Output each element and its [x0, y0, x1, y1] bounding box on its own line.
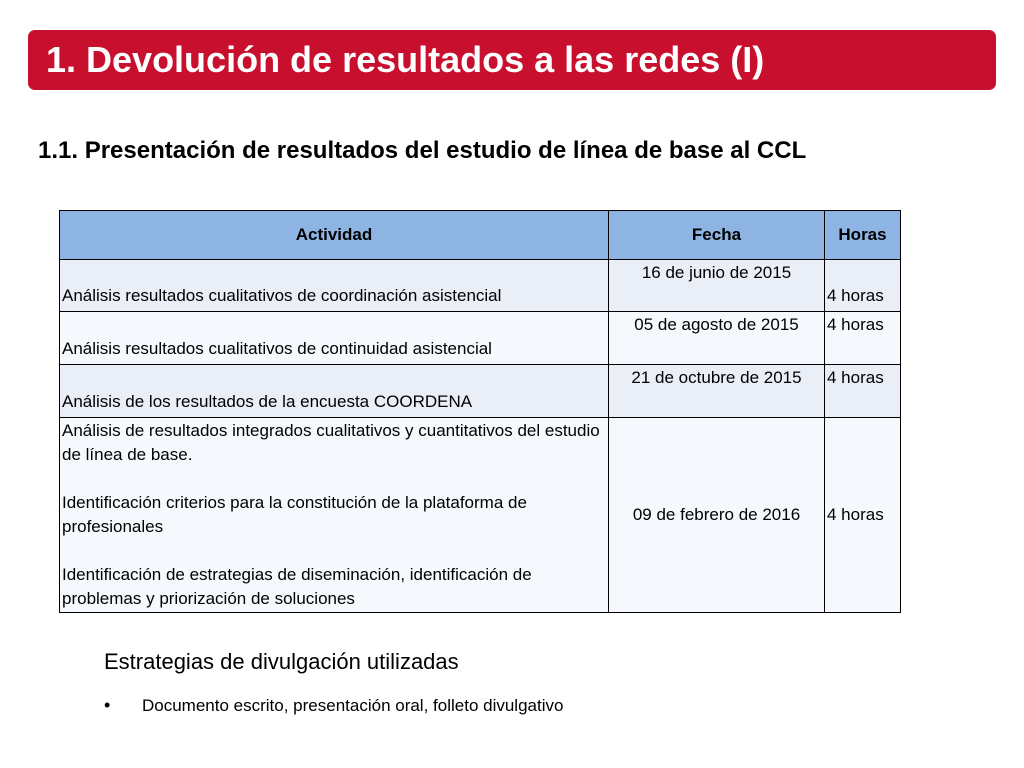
table-header-row: [60, 211, 901, 260]
divulgacion-heading: Estrategias de divulgación utilizadas: [104, 649, 459, 674]
cell-actividad: Análisis resultados cualitativos de continuidad asistencial: [60, 312, 609, 365]
cell-fecha: 21 de octubre de 2015: [609, 365, 825, 418]
slide-title: 1. Devolución de resultados a las redes (I): [46, 39, 765, 80]
table-row: [60, 418, 901, 613]
header-actividad: Actividad: [60, 211, 609, 260]
divulgacion-list: [104, 695, 563, 716]
table-row: [60, 312, 901, 365]
activity-line: Identificación de estrategias de diseminación, identificación de problemas y priorización de soluciones: [62, 565, 532, 608]
section-subtitle: 1.1. Presentación de resultados del estudio de línea de base al CCL: [38, 137, 807, 164]
cell-horas: 4 horas: [825, 418, 901, 613]
cell-fecha: 16 de junio de 2015: [609, 260, 825, 312]
list-item: [104, 695, 563, 716]
cell-fecha: 09 de febrero de 2016: [609, 418, 825, 613]
table-row: [60, 365, 901, 418]
list-item-text: Documento escrito, presentación oral, folleto divulgativo: [142, 695, 564, 715]
header-horas: Horas: [825, 211, 901, 260]
cell-horas: 4 horas: [825, 365, 901, 418]
cell-horas: 4 horas: [825, 260, 901, 312]
header-fecha: Fecha: [609, 211, 825, 260]
activity-line: Identificación criterios para la constitución de la plataforma de profesionales: [62, 493, 527, 536]
cell-actividad: Análisis resultados cualitativos de coordinación asistencial: [60, 260, 609, 312]
table-row: [60, 260, 901, 312]
title-bar: [28, 30, 996, 90]
cell-fecha: 05 de agosto de 2015: [609, 312, 825, 365]
activity-table: [59, 210, 901, 613]
cell-horas: 4 horas: [825, 312, 901, 365]
bullet-icon: •: [104, 695, 111, 715]
cell-actividad: Análisis de los resultados de la encuesta COORDENA: [60, 365, 609, 418]
activity-line: Análisis de resultados integrados cualitativos y cuantitativos del estudio de línea de base.: [62, 421, 600, 464]
cell-actividad: [60, 418, 609, 613]
